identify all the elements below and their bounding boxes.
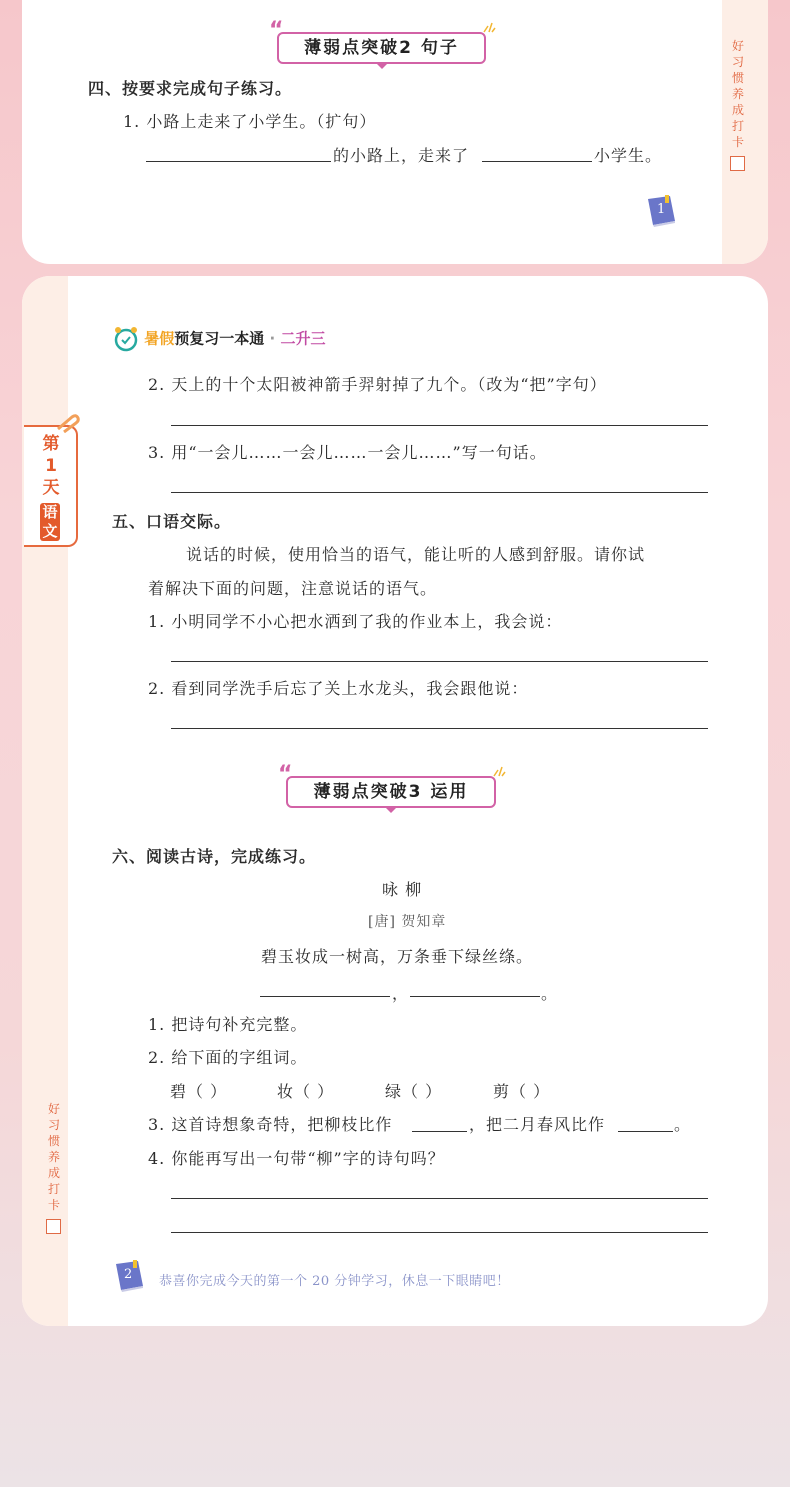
section-five-intro: 说话的时候，使用恰当的语气，能让听的人感到舒服。请你试	[186, 545, 646, 564]
word-group-item[interactable]: 妆（ ）	[277, 1082, 335, 1101]
question-text: 2. 看到同学洗手后忘了关上水龙头，我会跟他说：	[148, 679, 529, 698]
sparkle-icon	[492, 764, 506, 778]
answer-blank[interactable]	[412, 1131, 467, 1132]
quote-mark-icon: “	[269, 18, 284, 43]
answer-blank[interactable]	[482, 161, 592, 162]
habit-label: 好 习 惯 养 成 打 卡	[731, 39, 744, 149]
section-badge-usage	[278, 762, 496, 808]
question-text: 。	[674, 1115, 692, 1134]
footer-note: 恭喜你完成今天的第一个 20 分钟学习，休息一下眼睛吧！	[159, 1274, 510, 1289]
question-text: 3. 这首诗想象奇特，把柳枝比作	[148, 1115, 393, 1134]
answer-line[interactable]	[171, 1198, 708, 1199]
paperclip-icon	[54, 413, 80, 433]
habit-checkbox[interactable]	[730, 156, 745, 171]
logo-part1: 暑假	[144, 329, 175, 348]
habit-checkin-top	[730, 38, 746, 171]
poem-blank[interactable]	[260, 996, 390, 997]
section-four-heading: 四、按要求完成句子练习。	[88, 79, 293, 98]
logo-part2: 预复习一本通	[174, 329, 265, 348]
answer-line[interactable]	[171, 661, 708, 662]
poem-author: [唐] 贺知章	[368, 914, 447, 930]
answer-blank[interactable]	[618, 1131, 673, 1132]
word-group-item[interactable]: 碧（ ）	[170, 1082, 228, 1101]
badge-label: 薄弱点突破2 句子	[304, 38, 459, 58]
question-text: 4. 你能再写出一句带“柳”字的诗句吗？	[148, 1149, 445, 1168]
logo-grade: 二升三	[280, 329, 326, 348]
sentence-fragment: 小学生。	[594, 146, 663, 165]
answer-line[interactable]	[171, 492, 708, 493]
answer-blank[interactable]	[146, 161, 331, 162]
section-five-intro: 着解决下面的问题，注意说话的语气。	[148, 579, 438, 598]
answer-line[interactable]	[171, 425, 708, 426]
word-group-item[interactable]: 剪（ ）	[493, 1082, 551, 1101]
badge-pointer	[376, 63, 388, 69]
alarm-clock-icon	[113, 326, 139, 352]
question-text: 1. 把诗句补充完整。	[148, 1015, 308, 1034]
question-text: ，把二月春风比作	[469, 1115, 606, 1134]
page-number: 1	[657, 202, 667, 217]
section-six-heading: 六、阅读古诗，完成练习。	[112, 847, 317, 866]
answer-line[interactable]	[171, 1232, 708, 1233]
habit-label: 好 习 惯 养 成 打 卡	[47, 1102, 60, 1212]
badge-pointer	[385, 807, 397, 813]
sentence-fragment: 的小路上，走来了	[333, 146, 470, 165]
question-text: 3. 用“一会儿……一会儿……一会儿……”写一句话。	[148, 443, 547, 462]
habit-checkbox[interactable]	[46, 1219, 61, 1234]
section-badge-sentences	[269, 18, 486, 64]
poem-title: 咏 柳	[382, 880, 423, 899]
quote-mark-icon: “	[278, 762, 293, 787]
punctuation: 。	[541, 984, 559, 1003]
question-text: 2. 给下面的字组词。	[148, 1048, 308, 1067]
punctuation: ，	[392, 984, 410, 1003]
logo-dot: ·	[269, 329, 276, 348]
poem-blank[interactable]	[410, 996, 540, 997]
word-group-item[interactable]: 绿（ ）	[385, 1082, 443, 1101]
badge-label: 薄弱点突破3 运用	[313, 782, 469, 802]
sparkle-icon	[482, 20, 496, 34]
question-text: 1. 小路上走来了小学生。（扩句）	[123, 112, 377, 131]
question-text: 2. 天上的十个太阳被神箭手羿射掉了九个。（改为“把”字句）	[148, 375, 607, 394]
page-number: 2	[124, 1267, 134, 1282]
habit-checkin-bottom	[46, 1101, 62, 1234]
section-five-heading: 五、口语交际。	[112, 512, 232, 531]
poem-line: 碧玉妆成一树高，万条垂下绿丝绦。	[261, 947, 534, 966]
day-tab	[24, 425, 78, 547]
subject-label: 语 文	[40, 503, 60, 541]
day-number: 第 1 天	[42, 434, 60, 498]
question-text: 1. 小明同学不小心把水洒到了我的作业本上，我会说：	[148, 612, 563, 631]
answer-line[interactable]	[171, 728, 708, 729]
book-logo	[113, 326, 325, 354]
